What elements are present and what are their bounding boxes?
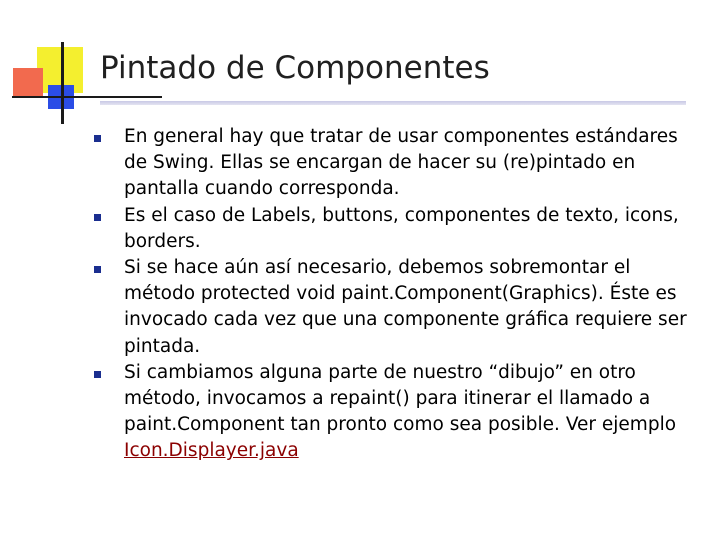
bullet-list — [94, 124, 700, 465]
bullet-item — [94, 360, 700, 465]
bullet-text: Si cambiamos alguna parte de nuestro “dibujo” en otro método, invocamos a repaint() para itinerar el llamado a paint.Component tan pronto como sea posible. Ver ejemplo — [124, 361, 677, 436]
decor-horizontal-line — [12, 96, 162, 98]
bullet-square-icon — [94, 214, 101, 221]
example-file-link[interactable]: Icon.Displayer.java — [124, 440, 299, 462]
bullet-item — [94, 124, 700, 203]
title-underline — [100, 101, 686, 105]
bullet-item — [94, 255, 700, 360]
bullet-square-icon — [94, 135, 101, 142]
decor-vertical-line — [61, 42, 64, 124]
bullet-text: Si se hace aún así necesario, debemos sobremontar el método protected void paint.Component(Graphics). Éste es invocado cada vez que una componente gráfica requiere ser pintada. — [124, 257, 687, 357]
bullet-text: En general hay que tratar de usar componentes estándares de Swing. Ellas se encargan de hacer su (re)pintado en pantalla cuando corresponda. — [124, 126, 678, 200]
decor-red-square — [13, 68, 43, 98]
slide-title: Pintado de Componentes — [100, 50, 490, 86]
bullet-text: Es el caso de Labels, buttons, componentes de texto, icons, borders. — [124, 204, 679, 252]
bullet-square-icon — [94, 266, 101, 273]
bullet-square-icon — [94, 371, 101, 378]
bullet-item — [94, 203, 700, 255]
